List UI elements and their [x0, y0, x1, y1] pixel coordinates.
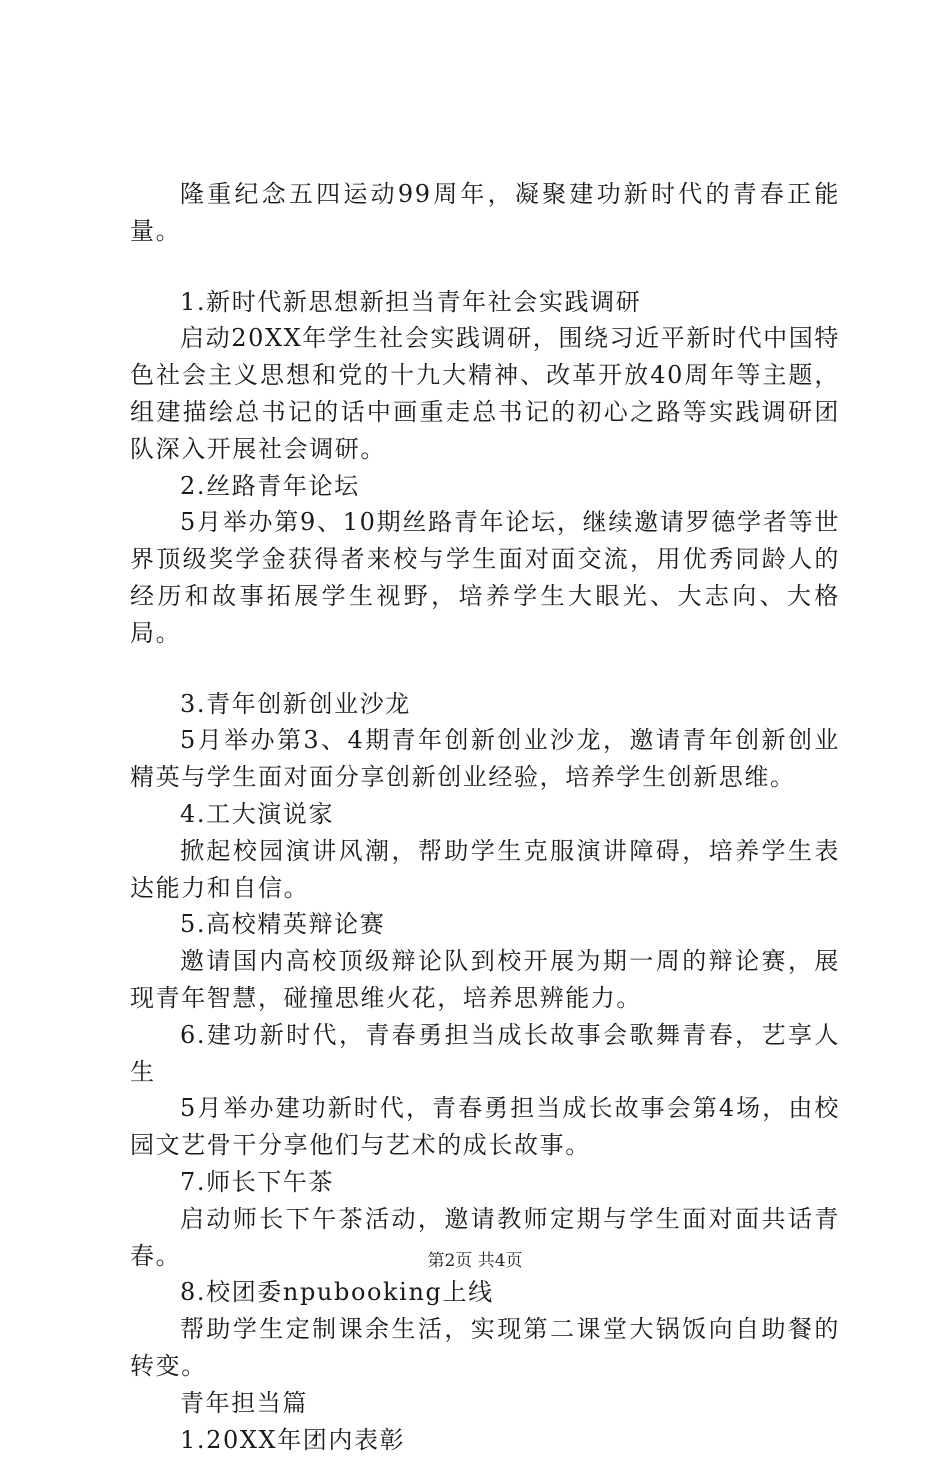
paragraph-intro: 隆重纪念五四运动99周年，凝聚建功新时代的青春正能量。: [130, 176, 840, 250]
paragraph-item-3: 5月举办第3、4期青年创新创业沙龙，邀请青年创新创业精英与学生面对面分享创新创业经验，培养学生创新思维。: [130, 722, 840, 796]
heading-item-7: 7.师长下午茶: [130, 1164, 840, 1201]
heading-item-4: 4.工大演说家: [130, 796, 840, 833]
heading-item-5: 5.高校精英辩论赛: [130, 906, 840, 943]
heading-item-3: 3.青年创新创业沙龙: [130, 686, 840, 723]
paragraph-item-6: 5月举办建功新时代，青春勇担当成长故事会第4场，由校园文艺骨干分享他们与艺术的成长故事。: [130, 1090, 840, 1164]
paragraph-item-5: 邀请国内高校顶级辩论队到校开展为期一周的辩论赛，展现青年智慧，碰撞思维火花，培养思辨能力。: [130, 943, 840, 1017]
section-heading: 青年担当篇: [130, 1385, 840, 1422]
paragraph-item-4: 掀起校园演讲风潮，帮助学生克服演讲障碍，培养学生表达能力和自信。: [130, 833, 840, 907]
heading-item-2: 2.丝路青年论坛: [130, 468, 840, 505]
heading-item-8: 8.校团委npubooking上线: [130, 1274, 840, 1311]
paragraph-item-2: 5月举办第9、10期丝路青年论坛，继续邀请罗德学者等世界顶级奖学金获得者来校与学生面对面交流，用优秀同龄人的经历和故事拓展学生视野，培养学生大眼光、大志向、大格局。: [130, 504, 840, 651]
heading-item-6: 6.建功新时代，青春勇担当成长故事会歌舞青春，艺享人生: [130, 1017, 840, 1091]
heading-item-section-1: 1.20XX年团内表彰: [130, 1422, 840, 1458]
page-footer: 第2页 共4页: [0, 1246, 950, 1271]
paragraph-item-1: 启动20XX年学生社会实践调研，围绕习近平新时代中国特色社会主义思想和党的十九大精神、改革开放40周年等主题，组建描绘总书记的话中画重走总书记的初心之路等实践调研团队深入开展社会调研。: [130, 320, 840, 467]
paragraph-item-8: 帮助学生定制课余生活，实现第二课堂大锅饭向自助餐的转变。: [130, 1311, 840, 1385]
heading-item-1: 1.新时代新思想新担当青年社会实践调研: [130, 284, 840, 321]
paragraph-item-7: 启动师长下午茶活动，邀请教师定期与学生面对面共话青春。: [130, 1201, 840, 1275]
